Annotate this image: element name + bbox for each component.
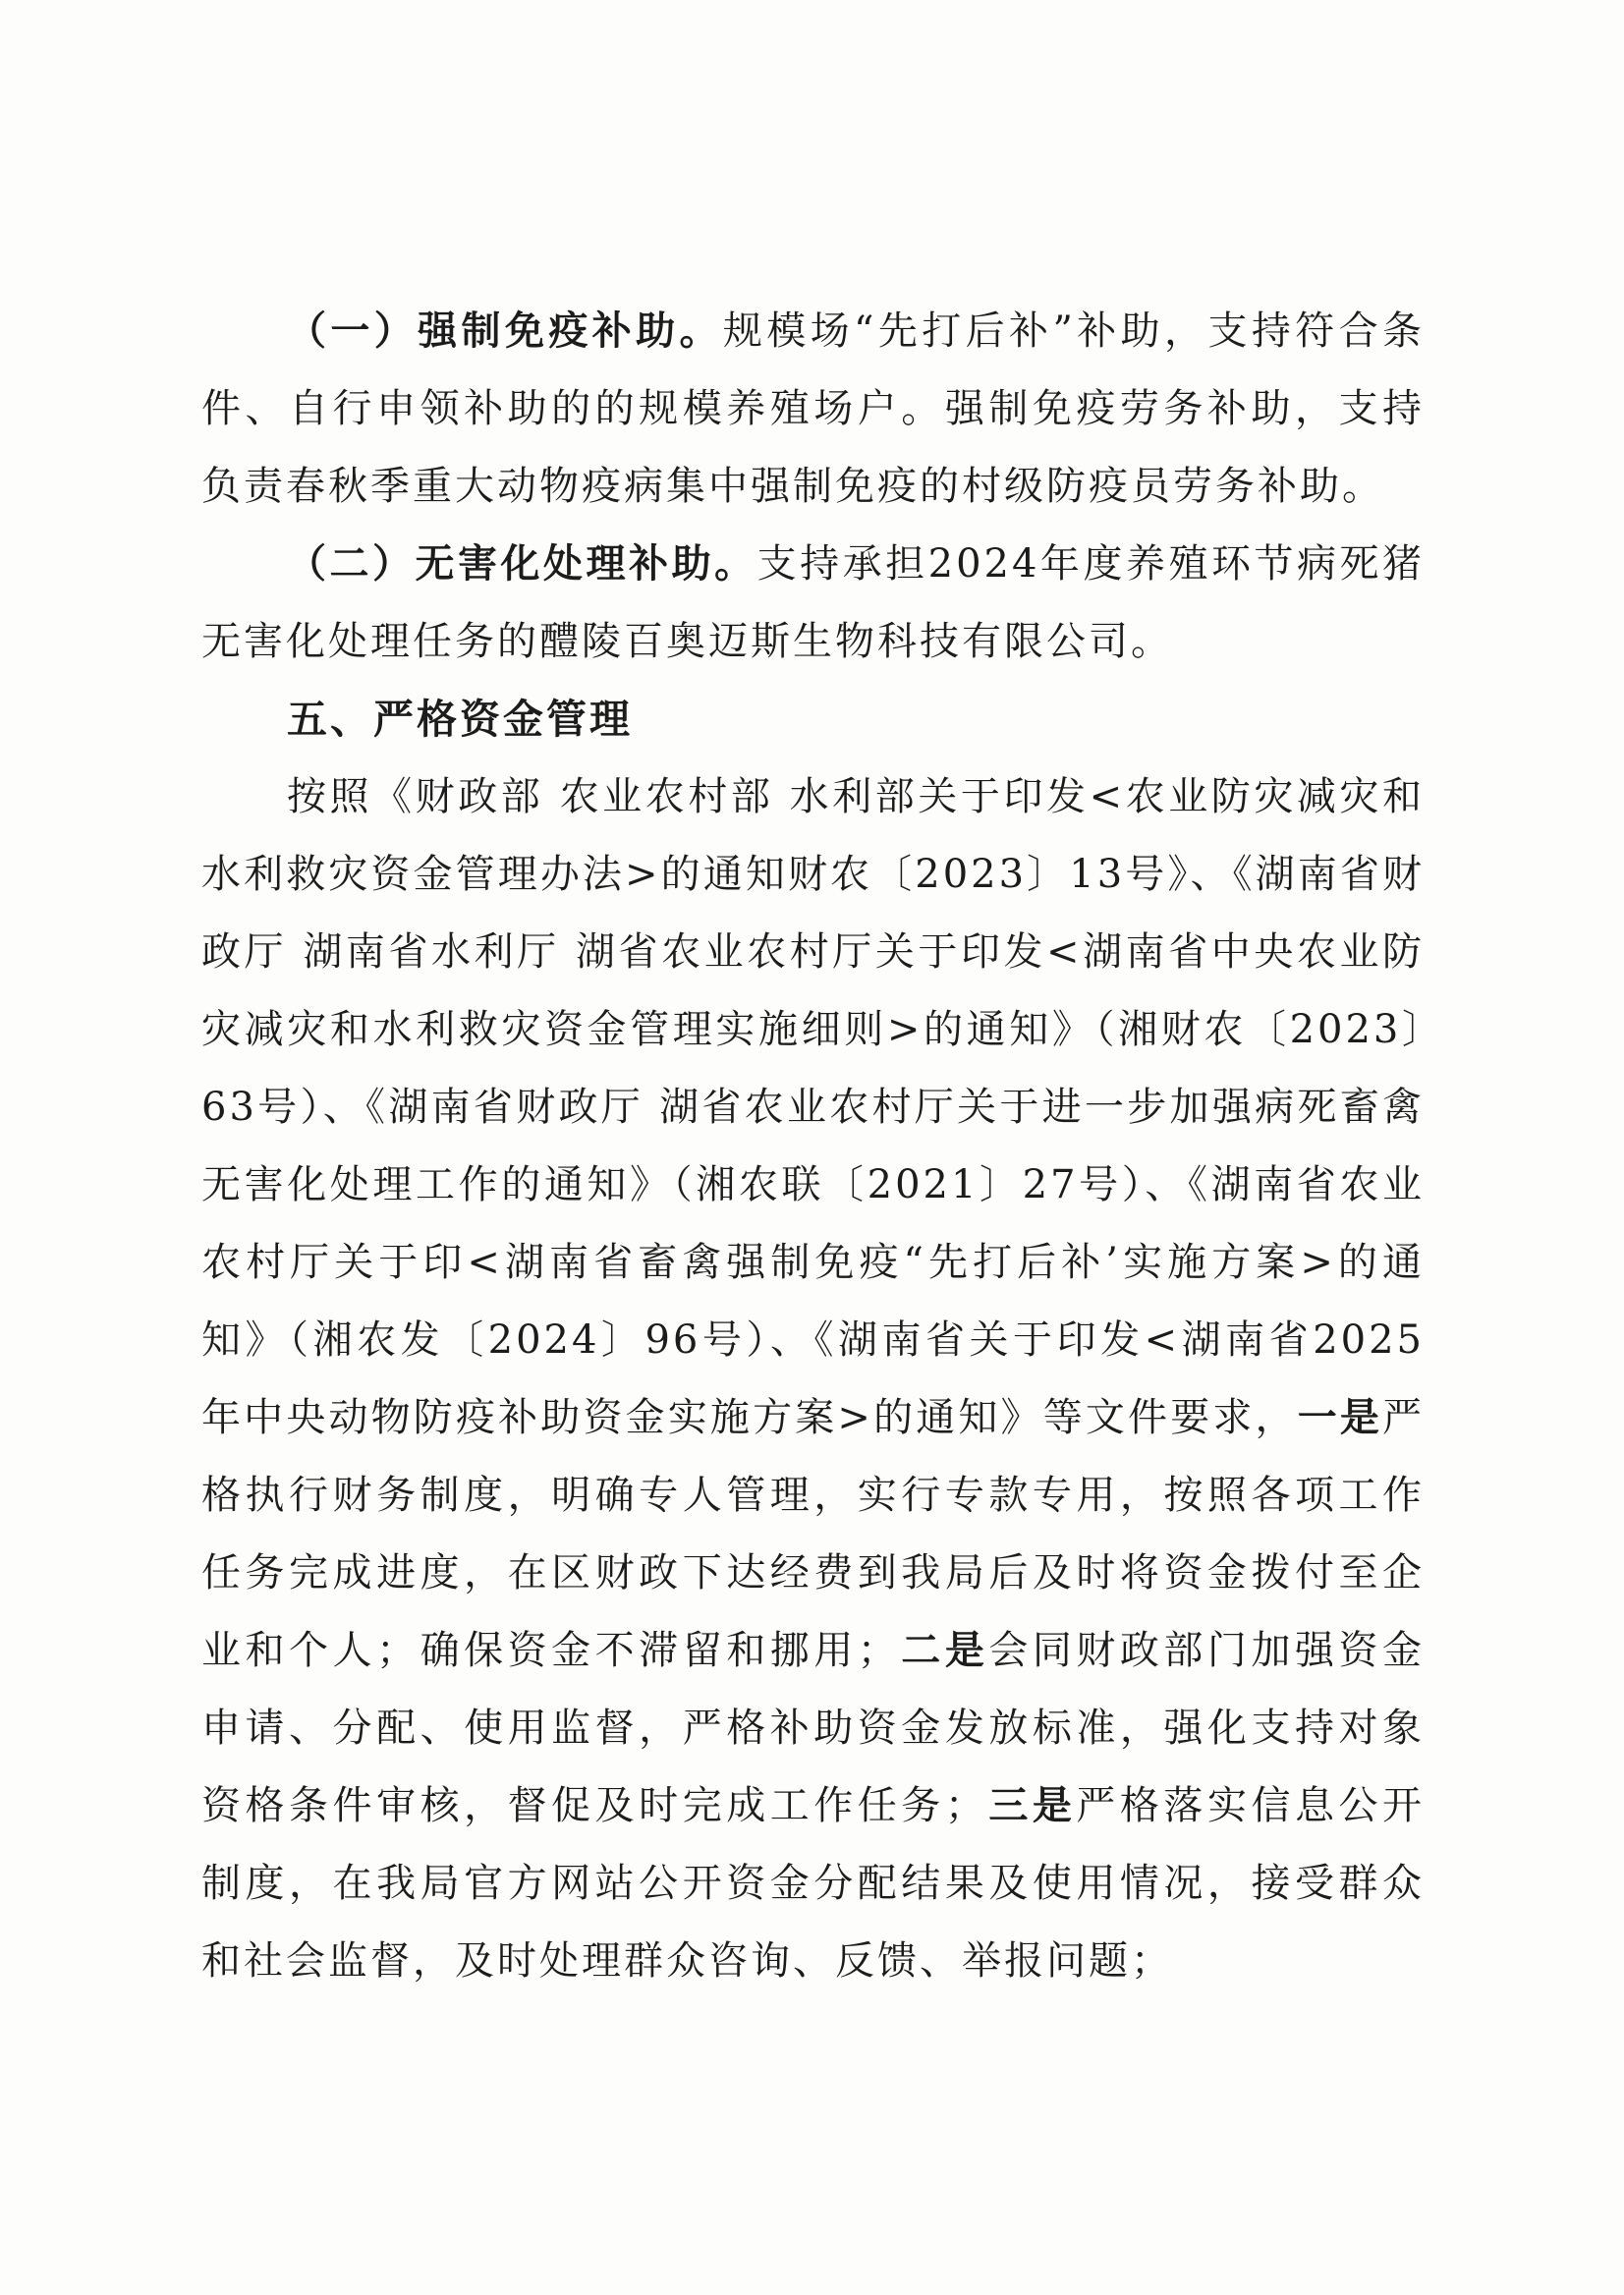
paragraph-text: 按照《财政部 农业农村部 水利部关于印发<农业防灾减灾和水利救灾资金管理办法>的通知财农〔2023〕13号》、《湖南省财政厅 湖南省水利厅 湖省农业农村厅关于印发<湖南省中央农业防灾减灾和水利救灾资金管理实施细则>的通知》（湘财农〔2023〕63号）、《湖南省财政厅 湖省农业农村厅关于进一步加强病死畜禽无害化处理工作的通知》（湘农联〔2021〕27号）、《湖南省农业农村厅关于印<湖南省畜禽强制免疫“先打后补’实施方案>的通知》（湘农发〔2024〕96号）、《湖南省关于印发<湖南省2025年中央动物防疫补助资金实施方案>的通知》等文件要求，	[201, 774, 1425, 1440]
paragraph-text: 会同财政部门加强资金申请、分配、使用监督，严格补助资金发放标准，强化支持对象资格条件审核，督促及时完成工作任务；	[201, 1628, 1426, 1828]
paragraph-harmless-treatment	[201, 526, 1425, 681]
paragraph-lead: （一）强制免疫补助。	[287, 308, 723, 354]
document-body	[201, 293, 1425, 2000]
keyword-third: 三是	[986, 1783, 1077, 1828]
keyword-first: 一是	[1297, 1395, 1383, 1440]
keyword-second: 二是	[899, 1628, 989, 1673]
paragraph-text: 严格落实信息公开制度，在我局官方网站公开资金分配结果及使用情况，接受群众和社会监督，及时处理群众咨询、反馈、举报问题；	[201, 1783, 1426, 1984]
paragraph-text: 支持承担2024年度养殖环节病死猪无害化处理任务的醴陵百奥迈斯生物科技有限公司。	[201, 541, 1426, 664]
paragraph-compulsory-immunization	[201, 293, 1425, 526]
paragraph-text: 规模场“先打后补”补助，支持符合条件、自行申领补助的的规模养殖场户。强制免疫劳务补助，支持负责春秋季重大动物疫病集中强制免疫的村级防疫员劳务补助。	[201, 308, 1426, 509]
paragraph-text: 严格执行财务制度，明确专人管理，实行专款专用，按照各项工作任务完成进度，在区财政下达经费到我局后及时将资金拨付至企业和个人；确保资金不滞留和挪用；	[201, 1395, 1426, 1673]
paragraph-lead: （二）无害化处理补助。	[287, 541, 757, 587]
section-heading: 五、严格资金管理	[287, 696, 633, 743]
paragraph-fund-management	[201, 758, 1425, 2000]
